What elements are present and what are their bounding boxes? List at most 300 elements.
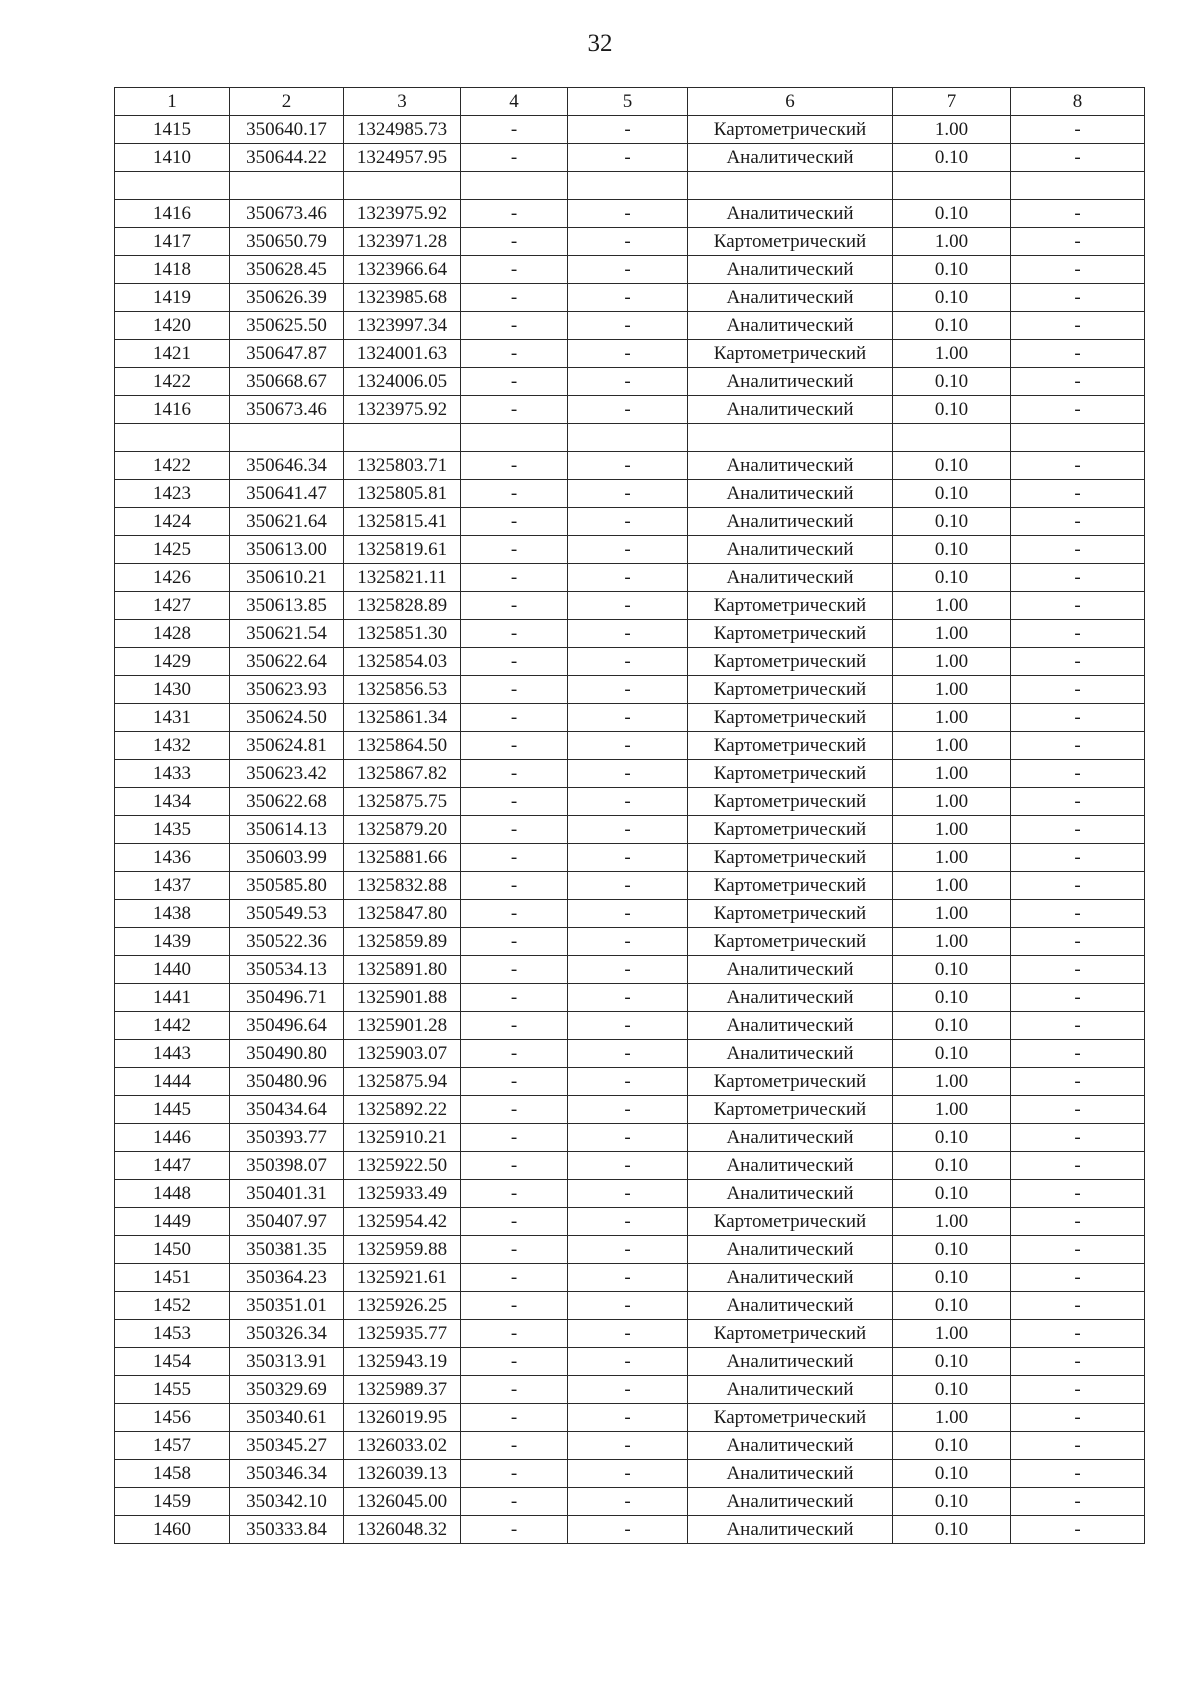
table-cell-col-7: 0.10	[893, 256, 1011, 284]
table-cell-col-2: 350326.34	[230, 1320, 344, 1348]
table-cell-col-4	[461, 172, 568, 200]
table-cell-col-1: 1424	[115, 508, 230, 536]
table-cell-col-2: 350346.34	[230, 1460, 344, 1488]
table-row	[115, 928, 1145, 956]
table-cell-col-8: -	[1011, 312, 1145, 340]
table-cell-col-3: 1325864.50	[344, 732, 461, 760]
table-row	[115, 984, 1145, 1012]
table-header-row	[115, 88, 1145, 116]
table-cell-col-8: -	[1011, 1096, 1145, 1124]
table-cell-col-4: -	[461, 200, 568, 228]
table-cell-col-2: 350585.80	[230, 872, 344, 900]
table-cell-col-3: 1325954.42	[344, 1208, 461, 1236]
table-cell-col-2: 350646.34	[230, 452, 344, 480]
table-cell-col-7: 1.00	[893, 676, 1011, 704]
table-cell-col-6: Аналитический	[688, 396, 893, 424]
table-cell-col-8: -	[1011, 760, 1145, 788]
table-cell-col-7: 0.10	[893, 144, 1011, 172]
table-cell-col-7: 1.00	[893, 1096, 1011, 1124]
table-cell-col-4: -	[461, 620, 568, 648]
table-cell-col-1: 1431	[115, 704, 230, 732]
table-cell-col-2: 350624.50	[230, 704, 344, 732]
table-cell-col-8: -	[1011, 1432, 1145, 1460]
table-row	[115, 256, 1145, 284]
table-cell-col-5: -	[568, 732, 688, 760]
table-cell-col-5: -	[568, 200, 688, 228]
table-cell-col-1: 1422	[115, 452, 230, 480]
table-cell-col-6: Аналитический	[688, 1152, 893, 1180]
table-row	[115, 872, 1145, 900]
table-cell-col-6: Аналитический	[688, 256, 893, 284]
table-row	[115, 368, 1145, 396]
table-cell-col-8	[1011, 424, 1145, 452]
table-cell-col-8: -	[1011, 816, 1145, 844]
table-cell-col-8: -	[1011, 144, 1145, 172]
table-row	[115, 704, 1145, 732]
table-cell-col-5: -	[568, 900, 688, 928]
table-cell-col-4: -	[461, 396, 568, 424]
table-cell-col-7: 0.10	[893, 1376, 1011, 1404]
table-cell-col-2: 350628.45	[230, 256, 344, 284]
table-cell-col-8: -	[1011, 284, 1145, 312]
table-row	[115, 1152, 1145, 1180]
table-cell-col-8: -	[1011, 116, 1145, 144]
table-cell-col-4: -	[461, 284, 568, 312]
table-cell-col-4: -	[461, 704, 568, 732]
table-cell-col-7: 1.00	[893, 872, 1011, 900]
table-cell-col-3: 1325901.28	[344, 1012, 461, 1040]
table-cell-col-8: -	[1011, 1208, 1145, 1236]
table-cell-col-1: 1444	[115, 1068, 230, 1096]
table-cell-col-6: Картометрический	[688, 1096, 893, 1124]
table-cell-col-6: Картометрический	[688, 844, 893, 872]
table-cell-col-4: -	[461, 1516, 568, 1544]
table-cell-col-5: -	[568, 620, 688, 648]
table-cell-col-8: -	[1011, 256, 1145, 284]
table-cell-col-3: 1325881.66	[344, 844, 461, 872]
table-cell-col-8: -	[1011, 564, 1145, 592]
table-cell-col-2: 350522.36	[230, 928, 344, 956]
table-cell-col-2: 350351.01	[230, 1292, 344, 1320]
table-cell-col-6: Аналитический	[688, 1124, 893, 1152]
table-cell-col-8: -	[1011, 536, 1145, 564]
table-cell-col-2: 350407.97	[230, 1208, 344, 1236]
table-cell-col-4: -	[461, 984, 568, 1012]
table-cell-col-1: 1438	[115, 900, 230, 928]
table-cell-col-2: 350496.64	[230, 1012, 344, 1040]
table-cell-col-6: Аналитический	[688, 144, 893, 172]
table-cell-col-6: Картометрический	[688, 1404, 893, 1432]
table-cell-col-6: Аналитический	[688, 1040, 893, 1068]
table-cell-col-4: -	[461, 816, 568, 844]
table-cell-col-6: Картометрический	[688, 1208, 893, 1236]
table-cell-col-7	[893, 424, 1011, 452]
table-cell-col-1: 1458	[115, 1460, 230, 1488]
table-cell-col-4: -	[461, 1096, 568, 1124]
table-cell-col-8: -	[1011, 368, 1145, 396]
table-cell-col-1: 1416	[115, 200, 230, 228]
table-cell-col-7: 1.00	[893, 648, 1011, 676]
table-cell-col-1: 1445	[115, 1096, 230, 1124]
table-row	[115, 340, 1145, 368]
table-cell-col-7: 0.10	[893, 1012, 1011, 1040]
table-cell-col-1: 1457	[115, 1432, 230, 1460]
table-cell-col-4: -	[461, 1488, 568, 1516]
table-cell-col-3: 1325926.25	[344, 1292, 461, 1320]
table-cell-col-2: 350640.17	[230, 116, 344, 144]
table-cell-col-1: 1455	[115, 1376, 230, 1404]
table-row	[115, 788, 1145, 816]
table-row	[115, 1320, 1145, 1348]
table-cell-col-7: 0.10	[893, 1180, 1011, 1208]
table-cell-col-8: -	[1011, 340, 1145, 368]
table-cell-col-7: 1.00	[893, 816, 1011, 844]
table-row	[115, 732, 1145, 760]
table-cell-col-6: Аналитический	[688, 1432, 893, 1460]
table-row	[115, 200, 1145, 228]
table-cell-col-4: -	[461, 732, 568, 760]
table-cell-col-7: 1.00	[893, 788, 1011, 816]
table-cell-col-5: -	[568, 1180, 688, 1208]
table-cell-col-5: -	[568, 1012, 688, 1040]
table-cell-col-5: -	[568, 284, 688, 312]
table-cell-col-7: 0.10	[893, 984, 1011, 1012]
table-cell-col-3: 1325901.88	[344, 984, 461, 1012]
table-row	[115, 424, 1145, 452]
table-cell-col-7: 1.00	[893, 1208, 1011, 1236]
table-cell-col-3: 1324006.05	[344, 368, 461, 396]
table-cell-col-6: Картометрический	[688, 704, 893, 732]
table-cell-col-4: -	[461, 844, 568, 872]
table-row	[115, 1404, 1145, 1432]
table-cell-col-4: -	[461, 1460, 568, 1488]
table-row	[115, 900, 1145, 928]
table-cell-col-2: 350490.80	[230, 1040, 344, 1068]
table-cell-col-2: 350613.85	[230, 592, 344, 620]
table-cell-col-8: -	[1011, 620, 1145, 648]
table-cell-col-4: -	[461, 1376, 568, 1404]
table-cell-col-5	[568, 424, 688, 452]
page-number: 32	[587, 30, 613, 57]
table-cell-col-1: 1417	[115, 228, 230, 256]
table-cell-col-5: -	[568, 1488, 688, 1516]
table-row	[115, 620, 1145, 648]
table-cell-col-7: 1.00	[893, 732, 1011, 760]
table-row	[115, 284, 1145, 312]
table-cell-col-7: 0.10	[893, 1516, 1011, 1544]
column-header: 3	[344, 88, 461, 116]
table-cell-col-4: -	[461, 956, 568, 984]
table-cell-col-7: 1.00	[893, 116, 1011, 144]
table-row	[115, 1516, 1145, 1544]
column-header: 5	[568, 88, 688, 116]
table-cell-col-5: -	[568, 228, 688, 256]
table-cell-col-2: 350623.42	[230, 760, 344, 788]
table-cell-col-2: 350626.39	[230, 284, 344, 312]
table-cell-col-1: 1415	[115, 116, 230, 144]
table-cell-col-3: 1326039.13	[344, 1460, 461, 1488]
table-cell-col-4: -	[461, 648, 568, 676]
table-cell-col-6: Картометрический	[688, 620, 893, 648]
table-cell-col-2: 350434.64	[230, 1096, 344, 1124]
table-cell-col-8: -	[1011, 1516, 1145, 1544]
table-cell-col-5: -	[568, 1096, 688, 1124]
table-cell-col-1: 1435	[115, 816, 230, 844]
table-cell-col-2: 350610.21	[230, 564, 344, 592]
table-cell-col-5: -	[568, 1236, 688, 1264]
table-cell-col-2: 350641.47	[230, 480, 344, 508]
table-cell-col-2: 350623.93	[230, 676, 344, 704]
table-cell-col-2: 350650.79	[230, 228, 344, 256]
table-cell-col-1: 1439	[115, 928, 230, 956]
table-cell-col-2: 350614.13	[230, 816, 344, 844]
table-cell-col-5: -	[568, 1432, 688, 1460]
table-cell-col-1: 1441	[115, 984, 230, 1012]
table-cell-col-1: 1446	[115, 1124, 230, 1152]
table-cell-col-8: -	[1011, 592, 1145, 620]
table-body	[115, 116, 1145, 1544]
table-cell-col-6: Аналитический	[688, 480, 893, 508]
table-row	[115, 1208, 1145, 1236]
table-cell-col-4: -	[461, 788, 568, 816]
table-cell-col-2	[230, 424, 344, 452]
table-cell-col-2: 350496.71	[230, 984, 344, 1012]
table-cell-col-4: -	[461, 1068, 568, 1096]
table-cell-col-1: 1448	[115, 1180, 230, 1208]
table-cell-col-2: 350603.99	[230, 844, 344, 872]
table-cell-col-6: Аналитический	[688, 1348, 893, 1376]
table-cell-col-1: 1425	[115, 536, 230, 564]
table-cell-col-2: 350364.23	[230, 1264, 344, 1292]
table-cell-col-1: 1454	[115, 1348, 230, 1376]
table-cell-col-1: 1430	[115, 676, 230, 704]
table-row	[115, 116, 1145, 144]
table-cell-col-1: 1410	[115, 144, 230, 172]
table-cell-col-4: -	[461, 1180, 568, 1208]
table-cell-col-6: Аналитический	[688, 452, 893, 480]
table-cell-col-2: 350333.84	[230, 1516, 344, 1544]
table-cell-col-7: 1.00	[893, 1320, 1011, 1348]
table-cell-col-3: 1325815.41	[344, 508, 461, 536]
table-cell-col-7: 0.10	[893, 1152, 1011, 1180]
table-cell-col-8: -	[1011, 732, 1145, 760]
table-cell-col-3: 1325989.37	[344, 1376, 461, 1404]
table-cell-col-8	[1011, 172, 1145, 200]
table-cell-col-2	[230, 172, 344, 200]
table-cell-col-4: -	[461, 228, 568, 256]
table-cell-col-8: -	[1011, 480, 1145, 508]
table-cell-col-8: -	[1011, 1264, 1145, 1292]
table-cell-col-3: 1325959.88	[344, 1236, 461, 1264]
table-cell-col-5: -	[568, 788, 688, 816]
table-cell-col-5: -	[568, 116, 688, 144]
table-cell-col-8: -	[1011, 1180, 1145, 1208]
table-cell-col-5: -	[568, 1208, 688, 1236]
table-cell-col-3: 1325851.30	[344, 620, 461, 648]
table-cell-col-8: -	[1011, 228, 1145, 256]
table-row	[115, 676, 1145, 704]
table-cell-col-5: -	[568, 144, 688, 172]
table-cell-col-4: -	[461, 1012, 568, 1040]
table-row	[115, 1068, 1145, 1096]
table-row	[115, 1180, 1145, 1208]
table-cell-col-7: 0.10	[893, 536, 1011, 564]
table-row	[115, 396, 1145, 424]
table-cell-col-4: -	[461, 592, 568, 620]
table-cell-col-3: 1325875.75	[344, 788, 461, 816]
table-cell-col-2: 350621.64	[230, 508, 344, 536]
table-cell-col-8: -	[1011, 872, 1145, 900]
table-cell-col-8: -	[1011, 1292, 1145, 1320]
table-cell-col-6: Аналитический	[688, 508, 893, 536]
table-cell-col-5: -	[568, 312, 688, 340]
table-cell-col-8: -	[1011, 452, 1145, 480]
table-cell-col-2: 350480.96	[230, 1068, 344, 1096]
column-header: 2	[230, 88, 344, 116]
table-cell-col-7: 0.10	[893, 312, 1011, 340]
table-cell-col-1: 1453	[115, 1320, 230, 1348]
table-cell-col-4: -	[461, 1264, 568, 1292]
table-cell-col-1: 1452	[115, 1292, 230, 1320]
table-cell-col-3: 1325828.89	[344, 592, 461, 620]
table-cell-col-7: 0.10	[893, 508, 1011, 536]
table-cell-col-8: -	[1011, 1040, 1145, 1068]
table-cell-col-8: -	[1011, 648, 1145, 676]
table-row	[115, 144, 1145, 172]
table-cell-col-5: -	[568, 816, 688, 844]
table-cell-col-2: 350668.67	[230, 368, 344, 396]
table-row	[115, 1348, 1145, 1376]
table-cell-col-5: -	[568, 1376, 688, 1404]
table-row	[115, 1012, 1145, 1040]
table-cell-col-8: -	[1011, 956, 1145, 984]
table-row	[115, 1432, 1145, 1460]
table-cell-col-3	[344, 172, 461, 200]
table-cell-col-1: 1436	[115, 844, 230, 872]
table-cell-col-2: 350673.46	[230, 396, 344, 424]
table-cell-col-6: Аналитический	[688, 1488, 893, 1516]
table-cell-col-5: -	[568, 956, 688, 984]
table-cell-col-5: -	[568, 1040, 688, 1068]
table-cell-col-7: 1.00	[893, 1068, 1011, 1096]
table-cell-col-5: -	[568, 760, 688, 788]
table-cell-col-3: 1326019.95	[344, 1404, 461, 1432]
table-cell-col-6: Аналитический	[688, 1376, 893, 1404]
table-cell-col-5: -	[568, 844, 688, 872]
table-cell-col-6: Аналитический	[688, 536, 893, 564]
table-cell-col-3: 1324985.73	[344, 116, 461, 144]
table-cell-col-1: 1447	[115, 1152, 230, 1180]
table-cell-col-1: 1443	[115, 1040, 230, 1068]
table-cell-col-8: -	[1011, 1488, 1145, 1516]
table-cell-col-4: -	[461, 340, 568, 368]
table-cell-col-5: -	[568, 676, 688, 704]
table-cell-col-2: 350625.50	[230, 312, 344, 340]
table-cell-col-4: -	[461, 256, 568, 284]
table-cell-col-7: 1.00	[893, 928, 1011, 956]
table-cell-col-5: -	[568, 928, 688, 956]
table-cell-col-5: -	[568, 872, 688, 900]
table-cell-col-3: 1325803.71	[344, 452, 461, 480]
table-cell-col-3: 1325921.61	[344, 1264, 461, 1292]
table-cell-col-7: 0.10	[893, 368, 1011, 396]
table-cell-col-6: Аналитический	[688, 1516, 893, 1544]
table-cell-col-3	[344, 424, 461, 452]
table-cell-col-6: Картометрический	[688, 872, 893, 900]
table-cell-col-6: Аналитический	[688, 1236, 893, 1264]
table-cell-col-2: 350613.00	[230, 536, 344, 564]
table-cell-col-2: 350673.46	[230, 200, 344, 228]
table-cell-col-1: 1416	[115, 396, 230, 424]
table-cell-col-5	[568, 172, 688, 200]
table-row	[115, 1292, 1145, 1320]
table-cell-col-5: -	[568, 1320, 688, 1348]
table-row	[115, 536, 1145, 564]
table-cell-col-1: 1437	[115, 872, 230, 900]
table-cell-col-4: -	[461, 676, 568, 704]
table-cell-col-7: 0.10	[893, 564, 1011, 592]
table-cell-col-3: 1325943.19	[344, 1348, 461, 1376]
table-cell-col-3: 1325859.89	[344, 928, 461, 956]
table-cell-col-6: Картометрический	[688, 228, 893, 256]
table-cell-col-8: -	[1011, 200, 1145, 228]
table-cell-col-1	[115, 172, 230, 200]
table-cell-col-6: Аналитический	[688, 1264, 893, 1292]
table-cell-col-1: 1421	[115, 340, 230, 368]
table-cell-col-3: 1323997.34	[344, 312, 461, 340]
table-row	[115, 452, 1145, 480]
table-cell-col-8: -	[1011, 704, 1145, 732]
table-cell-col-5: -	[568, 1124, 688, 1152]
table-cell-col-4: -	[461, 1040, 568, 1068]
table-cell-col-5: -	[568, 984, 688, 1012]
table-cell-col-8: -	[1011, 508, 1145, 536]
table-row	[115, 1096, 1145, 1124]
table-cell-col-4: -	[461, 508, 568, 536]
table-cell-col-4: -	[461, 452, 568, 480]
table-row	[115, 508, 1145, 536]
table-cell-col-4: -	[461, 1292, 568, 1320]
table-cell-col-5: -	[568, 1348, 688, 1376]
table-row	[115, 816, 1145, 844]
table-cell-col-3: 1325821.11	[344, 564, 461, 592]
table-cell-col-3: 1326045.00	[344, 1488, 461, 1516]
table-cell-col-4: -	[461, 1348, 568, 1376]
table-cell-col-5: -	[568, 1404, 688, 1432]
table-cell-col-6: Картометрический	[688, 900, 893, 928]
table-cell-col-8: -	[1011, 1460, 1145, 1488]
table-cell-col-8: -	[1011, 1236, 1145, 1264]
table-cell-col-7: 0.10	[893, 1460, 1011, 1488]
table-row	[115, 172, 1145, 200]
table-cell-col-4: -	[461, 1208, 568, 1236]
table-cell-col-2: 350621.54	[230, 620, 344, 648]
table-cell-col-1: 1433	[115, 760, 230, 788]
table-row	[115, 1488, 1145, 1516]
table-cell-col-6: Аналитический	[688, 956, 893, 984]
table-cell-col-1: 1449	[115, 1208, 230, 1236]
table-cell-col-5: -	[568, 592, 688, 620]
table-cell-col-2: 350401.31	[230, 1180, 344, 1208]
table-cell-col-1: 1423	[115, 480, 230, 508]
table-cell-col-3: 1326048.32	[344, 1516, 461, 1544]
table-cell-col-7: 0.10	[893, 284, 1011, 312]
table-cell-col-7: 0.10	[893, 1432, 1011, 1460]
table-cell-col-6: Аналитический	[688, 1460, 893, 1488]
table-row	[115, 480, 1145, 508]
table-cell-col-5: -	[568, 1516, 688, 1544]
table-cell-col-3: 1325819.61	[344, 536, 461, 564]
